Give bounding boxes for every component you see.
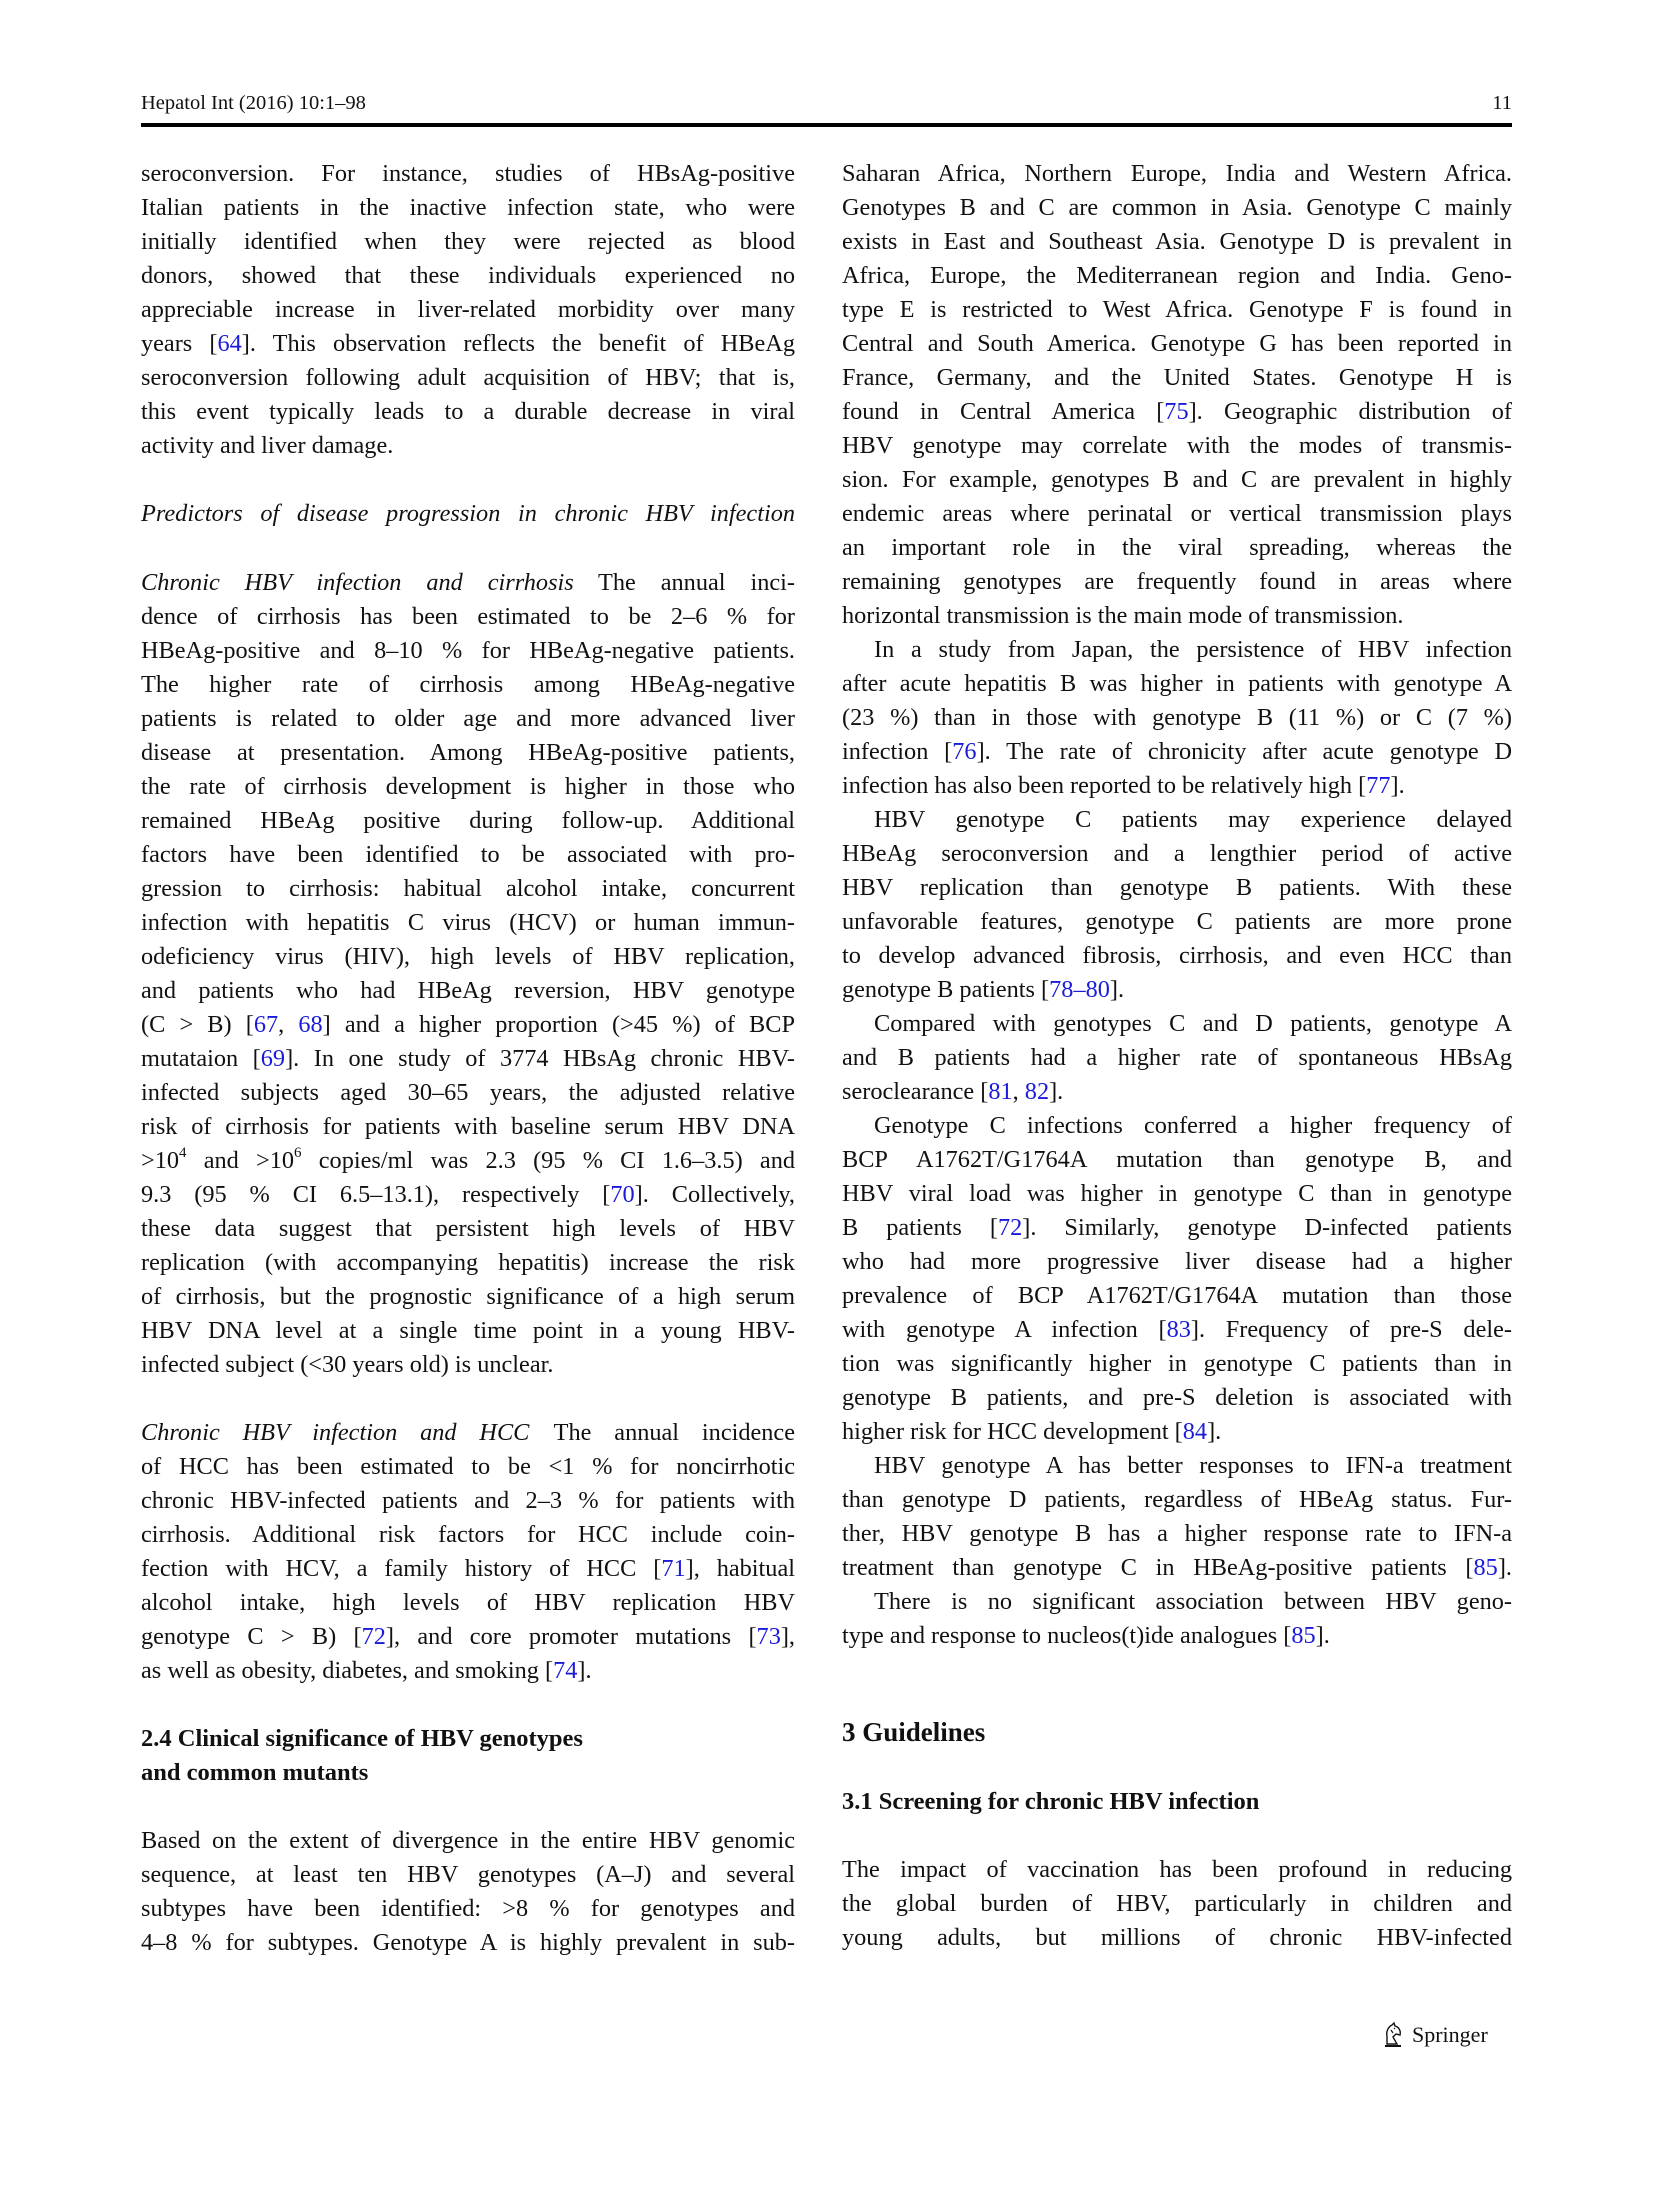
line-text: patients is related to older age and more advanced liver	[141, 705, 795, 732]
line-text: this event typically leads to a durable decrease in viral	[141, 398, 795, 425]
text-line	[141, 1178, 795, 1212]
line-text: Predictors of disease progression in chronic HBV infection	[141, 500, 795, 527]
section-heading	[842, 1715, 1512, 1749]
reference-link[interactable]: 77	[1366, 772, 1391, 799]
line-text: Genotype C infections conferred a higher frequency of	[874, 1112, 1512, 1139]
line-text: and B patients had a higher rate of spontaneous HBsAg	[842, 1044, 1512, 1071]
text-line	[842, 939, 1512, 973]
line-text: ,	[278, 1011, 299, 1038]
text-line	[842, 803, 1512, 837]
text-line	[842, 1075, 1512, 1109]
springer-footer	[1382, 2018, 1488, 2052]
line-text: to develop advanced fibrosis, cirrhosis, and even HCC than	[842, 942, 1512, 969]
text-line	[141, 191, 795, 225]
line-text: ther, HBV genotype B has a higher response rate to IFN-a	[842, 1520, 1512, 1547]
text-line	[141, 395, 795, 429]
line-text: Central and South America. Genotype G has been reported in	[842, 330, 1512, 357]
text-line	[842, 1517, 1512, 1551]
line-text: ]. Collectively,	[634, 1181, 795, 1208]
text-line	[842, 1887, 1512, 1921]
reference-link[interactable]: 73	[756, 1623, 781, 1650]
text-line	[141, 804, 795, 838]
text-line	[141, 1450, 795, 1484]
line-text: The impact of vaccination has been profound in reducing	[842, 1856, 1512, 1883]
line-text: horizontal transmission is the main mode of transmission.	[842, 602, 1404, 629]
text-line	[842, 1177, 1512, 1211]
line-text: ].	[1390, 772, 1405, 799]
line-text: unfavorable features, genotype C patients are more prone	[842, 908, 1512, 935]
line-text: and >10	[186, 1147, 295, 1174]
text-line	[842, 157, 1512, 191]
text-line	[141, 1212, 795, 1246]
line-text: Africa, Europe, the Mediterranean region and India. Geno-	[842, 262, 1512, 289]
text-line	[842, 429, 1512, 463]
text-line	[141, 872, 795, 906]
line-text: HBeAg seroconversion and a lengthier period of active	[842, 840, 1512, 867]
text-line	[141, 702, 795, 736]
line-text: sequence, at least ten HBV genotypes (A–J) and several	[141, 1861, 795, 1888]
text-line	[842, 293, 1512, 327]
text-line	[842, 395, 1512, 429]
text-line	[842, 1007, 1512, 1041]
line-text: HBV genotype may correlate with the modes of transmis-	[842, 432, 1512, 459]
line-text: infected subject (<30 years old) is unclear.	[141, 1351, 554, 1378]
text-line	[141, 1926, 795, 1960]
line-text: infected subjects aged 30–65 years, the adjusted relative	[141, 1079, 795, 1106]
line-text: an important role in the viral spreading, whereas the	[842, 534, 1512, 561]
line-text: BCP A1762T/G1764A mutation than genotype B, and	[842, 1146, 1512, 1173]
text-line	[842, 565, 1512, 599]
line-text: disease at presentation. Among HBeAg-positive patients,	[141, 739, 795, 766]
line-text: replication (with accompanying hepatitis) increase the risk	[141, 1249, 795, 1276]
text-line	[141, 1552, 795, 1586]
line-text: ]. In one study of 3774 HBsAg chronic HBV-	[285, 1045, 795, 1072]
line-text: as well as obesity, diabetes, and smoking [	[141, 1657, 554, 1684]
line-text: ].	[1497, 1554, 1512, 1581]
text-line	[141, 566, 795, 600]
line-text: the rate of cirrhosis development is higher in those who	[141, 773, 795, 800]
line-text: prevalence of BCP A1762T/G1764A mutation than those	[842, 1282, 1512, 1309]
line-text: ,	[1012, 1078, 1025, 1105]
text-line	[141, 361, 795, 395]
text-line	[141, 838, 795, 872]
text-line	[141, 1042, 795, 1076]
text-line	[842, 1381, 1512, 1415]
text-line	[141, 1348, 795, 1382]
runin-heading: Chronic HBV infection and cirrhosis	[141, 569, 574, 596]
line-text: activity and liver damage.	[141, 432, 394, 459]
line-text: (23 %) than in those with genotype B (11 %) or C (7 %)	[842, 704, 1512, 731]
reference-link[interactable]: 76	[952, 738, 977, 765]
publisher-name: Springer	[1412, 2022, 1488, 2047]
reference-link[interactable]: 72	[361, 1623, 386, 1650]
line-text: HBV genotype C patients may experience delayed	[874, 806, 1512, 833]
text-line	[842, 1449, 1512, 1483]
text-line	[842, 327, 1512, 361]
reference-link[interactable]: 68	[298, 1011, 323, 1038]
line-text: young adults, but millions of chronic HBV-infected	[842, 1924, 1512, 1951]
line-text: than genotype D patients, regardless of HBeAg status. Fur-	[842, 1486, 1512, 1513]
text-line	[141, 157, 795, 191]
text-line	[141, 974, 795, 1008]
reference-link[interactable]: 84	[1182, 1418, 1208, 1445]
line-text: cirrhosis. Additional risk factors for HCC include coin-	[141, 1521, 795, 1548]
text-line	[141, 1892, 795, 1926]
line-text: 3.1 Screening for chronic HBV infection	[842, 1788, 1260, 1815]
line-text: genotype C > B) [	[141, 1623, 362, 1650]
text-line	[141, 1484, 795, 1518]
line-text: odeficiency virus (HIV), high levels of HBV replication,	[141, 943, 795, 970]
text-line	[141, 770, 795, 804]
text-line	[842, 1109, 1512, 1143]
line-text: infection [	[842, 738, 953, 765]
text-line	[842, 1619, 1512, 1653]
text-line	[842, 667, 1512, 701]
line-text: ].	[1049, 1078, 1064, 1105]
text-line	[842, 1921, 1512, 1955]
text-line	[842, 905, 1512, 939]
reference-link[interactable]: 72	[997, 1214, 1023, 1241]
line-text: Saharan Africa, Northern Europe, India and Western Africa.	[842, 160, 1512, 187]
line-text: ].	[577, 1657, 592, 1684]
line-text: ].	[1315, 1622, 1330, 1649]
line-text: Compared with genotypes C and D patients, genotype A	[874, 1010, 1512, 1037]
line-text: fection with HCV, a family history of HCC [	[141, 1555, 662, 1582]
line-text: ]. This observation reflects the benefit of HBeAg	[241, 330, 795, 357]
line-text: alcohol intake, high levels of HBV replication HBV	[141, 1589, 795, 1616]
text-line	[141, 736, 795, 770]
subsection-heading	[141, 497, 795, 531]
line-text: genotype B patients [	[842, 976, 1050, 1003]
text-line	[141, 327, 795, 361]
reference-link[interactable]: 75	[1164, 398, 1189, 425]
text-line	[141, 1654, 795, 1688]
line-text: infection with hepatitis C virus (HCV) or human immun-	[141, 909, 795, 936]
running-head	[141, 88, 1512, 118]
reference-link[interactable]: 82	[1024, 1078, 1050, 1105]
line-text: of cirrhosis, but the prognostic significance of a high serum	[141, 1283, 795, 1310]
reference-link[interactable]: 69	[260, 1045, 286, 1072]
text-line	[842, 769, 1512, 803]
reference-link[interactable]: 64	[217, 330, 242, 357]
line-text: ], and core promoter mutations [	[385, 1623, 757, 1650]
text-line	[842, 531, 1512, 565]
line-text: HBeAg-positive and 8–10 % for HBeAg-negative patients.	[141, 637, 795, 664]
springer-knight-icon	[1382, 2022, 1404, 2048]
text-line	[842, 973, 1512, 1007]
line-text: chronic HBV-infected patients and 2–3 % for patients with	[141, 1487, 795, 1514]
reference-link[interactable]: 81	[988, 1078, 1013, 1105]
line-text: the global burden of HBV, particularly in children and	[842, 1890, 1512, 1917]
line-text: 4–8 % for subtypes. Genotype A is highly prevalent in sub-	[141, 1929, 795, 1956]
line-text: France, Germany, and the United States. Genotype H is	[842, 364, 1512, 391]
text-line	[141, 1246, 795, 1280]
text-line	[141, 1586, 795, 1620]
section-heading	[141, 1756, 795, 1790]
line-text: ]. Similarly, genotype D-infected patients	[1022, 1214, 1512, 1241]
text-line	[842, 1313, 1512, 1347]
line-text: In a study from Japan, the persistence of HBV infection	[874, 636, 1512, 663]
text-line	[842, 1585, 1512, 1619]
line-text: type and response to nucleos(t)ide analogues [	[842, 1622, 1292, 1649]
line-text: HBV viral load was higher in genotype C than in genotype	[842, 1180, 1512, 1207]
line-text: appreciable increase in liver-related morbidity over many	[141, 296, 795, 323]
line-text: remaining genotypes are frequently found in areas where	[842, 568, 1512, 595]
text-line	[141, 259, 795, 293]
line-text: after acute hepatitis B was higher in patients with genotype A	[842, 670, 1512, 697]
line-text: higher risk for HCC development [	[842, 1418, 1183, 1445]
line-text: with genotype A infection [	[842, 1316, 1167, 1343]
text-line	[141, 1620, 795, 1654]
text-line	[141, 1076, 795, 1110]
line-text: copies/ml was 2.3 (95 % CI 1.6–3.5) and	[301, 1147, 795, 1174]
text-line	[842, 191, 1512, 225]
line-text: HBV genotype A has better responses to IFN-a treatment	[874, 1452, 1512, 1479]
line-text: donors, showed that these individuals experienced no	[141, 262, 795, 289]
text-line	[141, 1144, 795, 1178]
line-text: ],	[780, 1623, 795, 1650]
superscript: 6	[294, 1144, 302, 1161]
line-text: treatment than genotype C in HBeAg-positive patients [	[842, 1554, 1474, 1581]
line-text: ].	[1207, 1418, 1222, 1445]
text-line	[842, 463, 1512, 497]
line-text: ] and a higher proportion (>45 %) of BCP	[322, 1011, 795, 1038]
line-text: ]. The rate of chronicity after acute genotype D	[976, 738, 1512, 765]
line-text: seroconversion. For instance, studies of HBsAg-positive	[141, 160, 795, 187]
text-line	[141, 1518, 795, 1552]
text-line	[141, 1008, 795, 1042]
line-text: Based on the extent of divergence in the entire HBV genomic	[141, 1827, 795, 1854]
line-text: ]. Geographic distribution of	[1188, 398, 1512, 425]
line-text: seroconversion following adult acquisition of HBV; that is,	[141, 364, 795, 391]
line-text: B patients [	[842, 1214, 998, 1241]
line-text: factors have been identified to be associated with pro-	[141, 841, 795, 868]
text-line	[842, 361, 1512, 395]
reference-link[interactable]: 71	[661, 1555, 686, 1582]
line-text: who had more progressive liver disease had a higher	[842, 1248, 1512, 1275]
line-text: seroclearance [	[842, 1078, 989, 1105]
line-text: 2.4 Clinical significance of HBV genotypes	[141, 1725, 583, 1752]
line-text: risk of cirrhosis for patients with baseline serum HBV DNA	[141, 1113, 795, 1140]
reference-link[interactable]: 85	[1473, 1554, 1498, 1581]
text-line	[141, 1824, 795, 1858]
text-line	[141, 293, 795, 327]
header-rule	[141, 123, 1512, 127]
journal-citation: Hepatol Int (2016) 10:1–98	[141, 92, 366, 114]
reference-link[interactable]: 85	[1291, 1622, 1316, 1649]
line-text: sion. For example, genotypes B and C are prevalent in highly	[842, 466, 1512, 493]
reference-link[interactable]: 74	[553, 1657, 578, 1684]
line-text: HBV replication than genotype B patients. With these	[842, 874, 1512, 901]
text-line	[842, 1041, 1512, 1075]
line-text: gression to cirrhosis: habitual alcohol intake, concurrent	[141, 875, 795, 902]
line-text: infection has also been reported to be relatively high [	[842, 772, 1367, 799]
text-line	[141, 940, 795, 974]
line-text: ].	[1109, 976, 1125, 1003]
text-line	[141, 600, 795, 634]
line-text: remained HBeAg positive during follow-up. Additional	[141, 807, 795, 834]
line-text: these data suggest that persistent high levels of HBV	[141, 1215, 795, 1242]
line-text: subtypes have been identified: >8 % for genotypes and	[141, 1895, 795, 1922]
text-line	[842, 225, 1512, 259]
line-text: type E is restricted to West Africa. Genotype F is found in	[842, 296, 1512, 323]
line-text: mutataion [	[141, 1045, 261, 1072]
text-line	[842, 1143, 1512, 1177]
line-text: ], habitual	[685, 1555, 795, 1582]
text-line	[842, 1245, 1512, 1279]
page-number: 11	[1492, 92, 1512, 114]
line-text: The higher rate of cirrhosis among HBeAg-negative	[141, 671, 795, 698]
line-text: genotype B patients, and pre-S deletion is associated with	[842, 1384, 1512, 1411]
line-text: years [	[141, 330, 218, 357]
text-line	[842, 735, 1512, 769]
text-line	[141, 1110, 795, 1144]
text-line	[842, 633, 1512, 667]
text-line	[842, 1279, 1512, 1313]
line-text: and patients who had HBeAg reversion, HBV genotype	[141, 977, 795, 1004]
text-line	[141, 225, 795, 259]
line-text: dence of cirrhosis has been estimated to be 2–6 % for	[141, 603, 795, 630]
text-line	[842, 497, 1512, 531]
text-line	[842, 1211, 1512, 1245]
text-line	[842, 1551, 1512, 1585]
reference-link[interactable]: 83	[1166, 1316, 1191, 1343]
text-line	[842, 871, 1512, 905]
text-line	[141, 429, 795, 463]
text-line	[141, 1280, 795, 1314]
line-text: >10	[141, 1147, 179, 1174]
text-line	[842, 1853, 1512, 1887]
reference-link[interactable]: 70	[610, 1181, 635, 1208]
line-text: Genotypes B and C are common in Asia. Genotype C mainly	[842, 194, 1512, 221]
line-text: of HCC has been estimated to be <1 % for noncirrhotic	[141, 1453, 795, 1480]
text-line	[842, 701, 1512, 735]
reference-link[interactable]: 78–80	[1049, 976, 1110, 1003]
section-heading	[141, 1722, 795, 1756]
text-line	[842, 599, 1512, 633]
text-line	[842, 259, 1512, 293]
line-text: HBV DNA level at a single time point in a young HBV-	[141, 1317, 795, 1344]
line-text: tion was significantly higher in genotype C patients than in	[842, 1350, 1512, 1377]
line-text: ]. Frequency of pre-S dele-	[1190, 1316, 1512, 1343]
line-text: There is no significant association between HBV geno-	[874, 1588, 1512, 1615]
line-text: 3 Guidelines	[842, 1717, 986, 1747]
line-text: (C > B) [	[141, 1011, 254, 1038]
text-line	[141, 906, 795, 940]
text-line	[141, 634, 795, 668]
line-text: and common mutants	[141, 1759, 369, 1786]
runin-heading: Chronic HBV infection and HCC	[141, 1419, 530, 1446]
text-line	[141, 1858, 795, 1892]
line-text: 9.3 (95 % CI 6.5–13.1), respectively [	[141, 1181, 611, 1208]
line-text: initially identified when they were rejected as blood	[141, 228, 795, 255]
superscript: 4	[179, 1144, 187, 1161]
line-text: Italian patients in the inactive infection state, who were	[141, 194, 795, 221]
reference-link[interactable]: 67	[253, 1011, 279, 1038]
text-line	[842, 1347, 1512, 1381]
line-text: exists in East and Southeast Asia. Genotype D is prevalent in	[842, 228, 1512, 255]
section-heading	[842, 1785, 1512, 1819]
text-line	[842, 837, 1512, 871]
text-line	[141, 1416, 795, 1450]
text-line	[141, 1314, 795, 1348]
text-line	[842, 1415, 1512, 1449]
line-text: found in Central America [	[842, 398, 1165, 425]
text-line	[141, 668, 795, 702]
line-text: endemic areas where perinatal or vertical transmission plays	[842, 500, 1512, 527]
line-text: The annual inci-	[598, 569, 795, 596]
line-text: The annual incidence	[553, 1419, 795, 1446]
text-line	[842, 1483, 1512, 1517]
